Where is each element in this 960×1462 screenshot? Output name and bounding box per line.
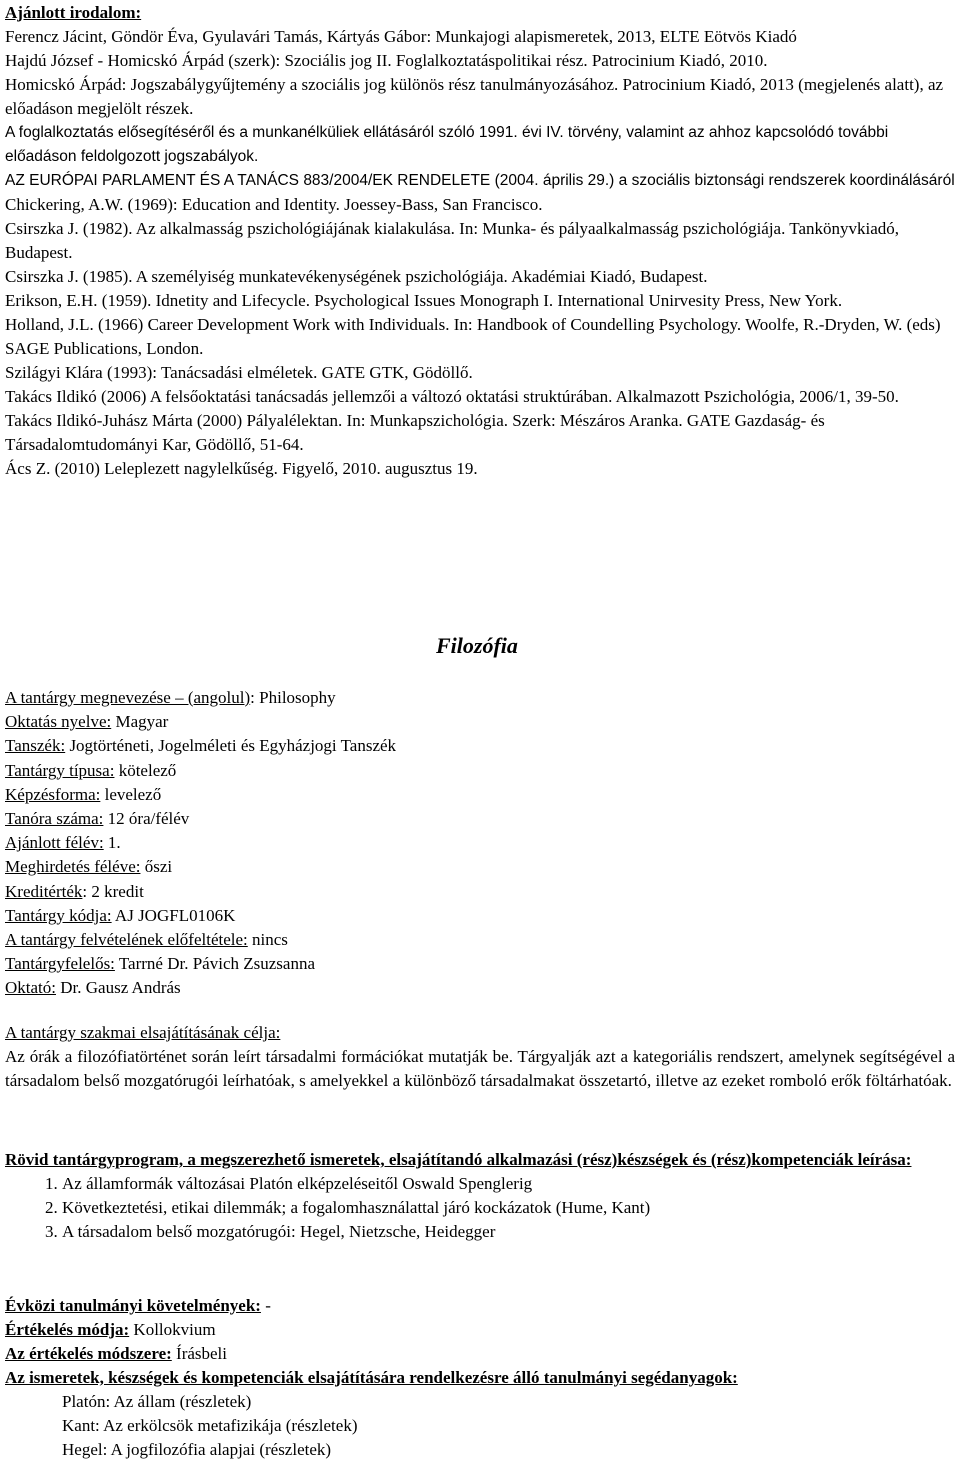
eval-method-row — [5, 1342, 960, 1366]
program-item: 3. A társadalom belső mozgatórugói: Hegel, Nietzsche, Heidegger — [62, 1220, 955, 1244]
requirements-value: - — [265, 1296, 271, 1315]
reference-entry: Erikson, E.H. (1959). Idnetity and Lifecycle. Psychological Issues Monograph I. International Unirvesity Press, New York. — [5, 291, 843, 310]
field-label: A tantárgy felvételének előfeltétele: — [5, 929, 248, 949]
reference-entry: Szilágyi Klára (1993): Tanácsadási elméletek. GATE GTK, Gödöllő. — [5, 363, 473, 382]
course-field — [5, 807, 955, 831]
program-item: 2. Következtetési, etikai dilemmák; a fogalomhasználattal járó kockázatok (Hume, Kant) — [62, 1196, 955, 1220]
course-field — [5, 904, 955, 928]
reference-entry: Homicskó Árpád: Jogszabálygyűjtemény a szociális jog különös rész tanulmányozásához. Patrocinium Kiadó, 2013 (megjelenés alatt), az előadáson megjelölt részek. — [5, 75, 944, 118]
field-label: Tanóra száma: — [5, 808, 104, 828]
course-field — [5, 831, 955, 855]
requirements-label: Évközi tanulmányi követelmények: — [5, 1296, 261, 1315]
reference-entry: Ferencz Jácint, Göndör Éva, Gyulavári Tamás, Kártyás Gábor: Munkajogi alapismeretek, 2013, ELTE Eötvös Kiadó — [5, 27, 797, 46]
field-label: Tanszék: — [5, 736, 66, 756]
course-field — [5, 855, 955, 879]
reference-entry: Chickering, A.W. (1969): Education and Identity. Joessey-Bass, San Francisco. — [5, 195, 543, 214]
reference-entry: A foglalkoztatás elősegítéséről és a munkanélküliek ellátásáról szóló 1991. évi IV. törvény, valamint az ahhoz kapcsolódó további előadáson feldolgozott jogszabályok. — [5, 124, 889, 165]
references-heading: Ajánlott irodalom: — [5, 3, 142, 22]
field-label: Kreditérték — [5, 881, 83, 901]
field-label: Oktató: — [5, 978, 56, 998]
field-value: 1. — [107, 833, 121, 853]
field-value: Philosophy — [259, 688, 336, 707]
field-label: A tantárgy megnevezése – (angolul) — [5, 688, 251, 707]
course-field — [5, 710, 955, 734]
course-field — [5, 686, 955, 710]
course-field — [5, 759, 955, 783]
reference-entry: Csirszka J. (1982). Az alkalmasság pszichológiájának kialakulása. In: Munka- és pályaalkalmasság pszichológiája. Tankönyvkiadó, Budapest. — [5, 219, 900, 262]
goal-heading: A tantárgy szakmai elsajátításának célja: — [5, 1023, 281, 1042]
field-label: Ajánlott félév: — [5, 833, 104, 853]
field-value: Dr. Gausz András — [60, 978, 181, 998]
field-value: őszi — [144, 857, 173, 877]
reference-entry: Takács Ildikó (2006) A felsőoktatási tanácsadás jellemzői a változó oktatási struktúrában. Alkalmazott Pszichológia, 2006/1, 39-50. — [5, 387, 899, 406]
eval-mode-row — [5, 1318, 960, 1342]
field-label: Képzésforma: — [5, 784, 101, 804]
field-value: Magyar — [115, 712, 169, 732]
program-section — [5, 1148, 955, 1244]
field-label: Tantárgy típusa: — [5, 760, 115, 780]
field-separator: : — [82, 881, 92, 901]
reference-entry: Holland, J.L. (1966) Career Development Work with Individuals. In: Handbook of Coundelling Psychology. Woolfe, R.-Dryden, W. (eds) SAGE Publications, London. — [5, 315, 941, 358]
reference-entry: Takács Ildikó-Juhász Márta (2000) Pályalélektan. In: Munkapszichológia. Szerk: Mészáros Aranka. GATE Gazdaság- és Társadalomtudományi Kar, Gödöllő, 51-64. — [5, 411, 825, 454]
aid-item: Platón: Az állam (részletek) — [62, 1392, 252, 1411]
reference-entry: Csirszka J. (1985). A személyiség munkatevékenységének pszichológiája. Akadémiai Kiadó, Budapest. — [5, 267, 708, 286]
assessment-section — [5, 1294, 960, 1462]
field-value: Tarrné Dr. Pávich Zsuzsanna — [118, 954, 315, 974]
field-label: Meghirdetés féléve: — [5, 857, 141, 877]
field-label: Tantárgyfelelős: — [5, 954, 115, 974]
course-goal-section — [5, 1021, 955, 1093]
references-section — [5, 1, 955, 481]
course-field — [5, 783, 955, 807]
program-item: 1. Az államformák változásai Platón elképzeléseitől Oswald Spenglerig — [62, 1172, 955, 1196]
field-value: 2 kredit — [91, 881, 144, 901]
aid-item: Hegel: A jogfilozófia alapjai (részletek) — [62, 1440, 332, 1459]
reference-entry: Hajdú József - Homicskó Árpád (szerk): Szociális jog II. Foglalkoztatáspolitikai rész. Patrocinium Kiadó, 2010. — [5, 51, 768, 70]
field-label: Tantárgy kódja: — [5, 905, 112, 925]
eval-mode-label: Értékelés módja: — [5, 1320, 130, 1339]
field-label: Oktatás nyelve: — [5, 712, 112, 732]
course-field — [5, 952, 955, 976]
eval-method-value: Írásbeli — [176, 1344, 228, 1363]
reference-entry: AZ EURÓPAI PARLAMENT ÉS A TANÁCS 883/2004/EK RENDELETE (2004. április 29.) a szociális biztonsági rendszerek koordinálásáról — [5, 172, 955, 189]
field-value: kötelező — [118, 760, 177, 780]
course-field — [5, 928, 955, 952]
course-info-list — [5, 686, 955, 1000]
aids-heading: Az ismeretek, készségek és kompetenciák elsajátítására rendelkezésre álló tanulmányi segédanyagok: — [5, 1368, 738, 1387]
goal-text: Az órák a filozófiatörténet során leírt társadalmi formációkat mutatják be. Tárgyalják azt a kategoriális rendszert, amelynek segítségével a társadalom belső mozgatórugói leírhatóak, s amelyekkel a különböző társadalmakat összetartó, illetve az ezeket romboló erők föltárhatóak. — [5, 1047, 955, 1090]
field-separator: : — [250, 688, 260, 707]
course-title: Filozófia — [436, 633, 518, 658]
reference-entry: Ács Z. (2010) Leleplezett nagylelkűség. Figyelő, 2010. augusztus 19. — [5, 459, 478, 478]
program-list — [5, 1172, 955, 1244]
field-value: Jogtörténeti, Jogelméleti és Egyházjogi Tanszék — [69, 736, 397, 756]
eval-method-label: Az értékelés módszere: — [5, 1344, 172, 1363]
field-value: AJ JOGFL0106K — [114, 905, 236, 925]
course-field — [5, 976, 955, 1000]
course-field — [5, 880, 955, 904]
field-value: levelező — [104, 784, 162, 804]
program-heading: Rövid tantárgyprogram, a megszerezhető ismeretek, elsajátítandó alkalmazási (rész)készségek és (rész)kompetenciák leírása: — [5, 1150, 912, 1169]
field-value: 12 óra/félév — [107, 808, 190, 828]
aid-item: Kant: Az erkölcsök metafizikája (részletek) — [62, 1416, 358, 1435]
field-value: nincs — [252, 929, 288, 949]
course-field — [5, 734, 955, 758]
requirements-row — [5, 1294, 960, 1318]
eval-mode-value: Kollokvium — [133, 1320, 216, 1339]
